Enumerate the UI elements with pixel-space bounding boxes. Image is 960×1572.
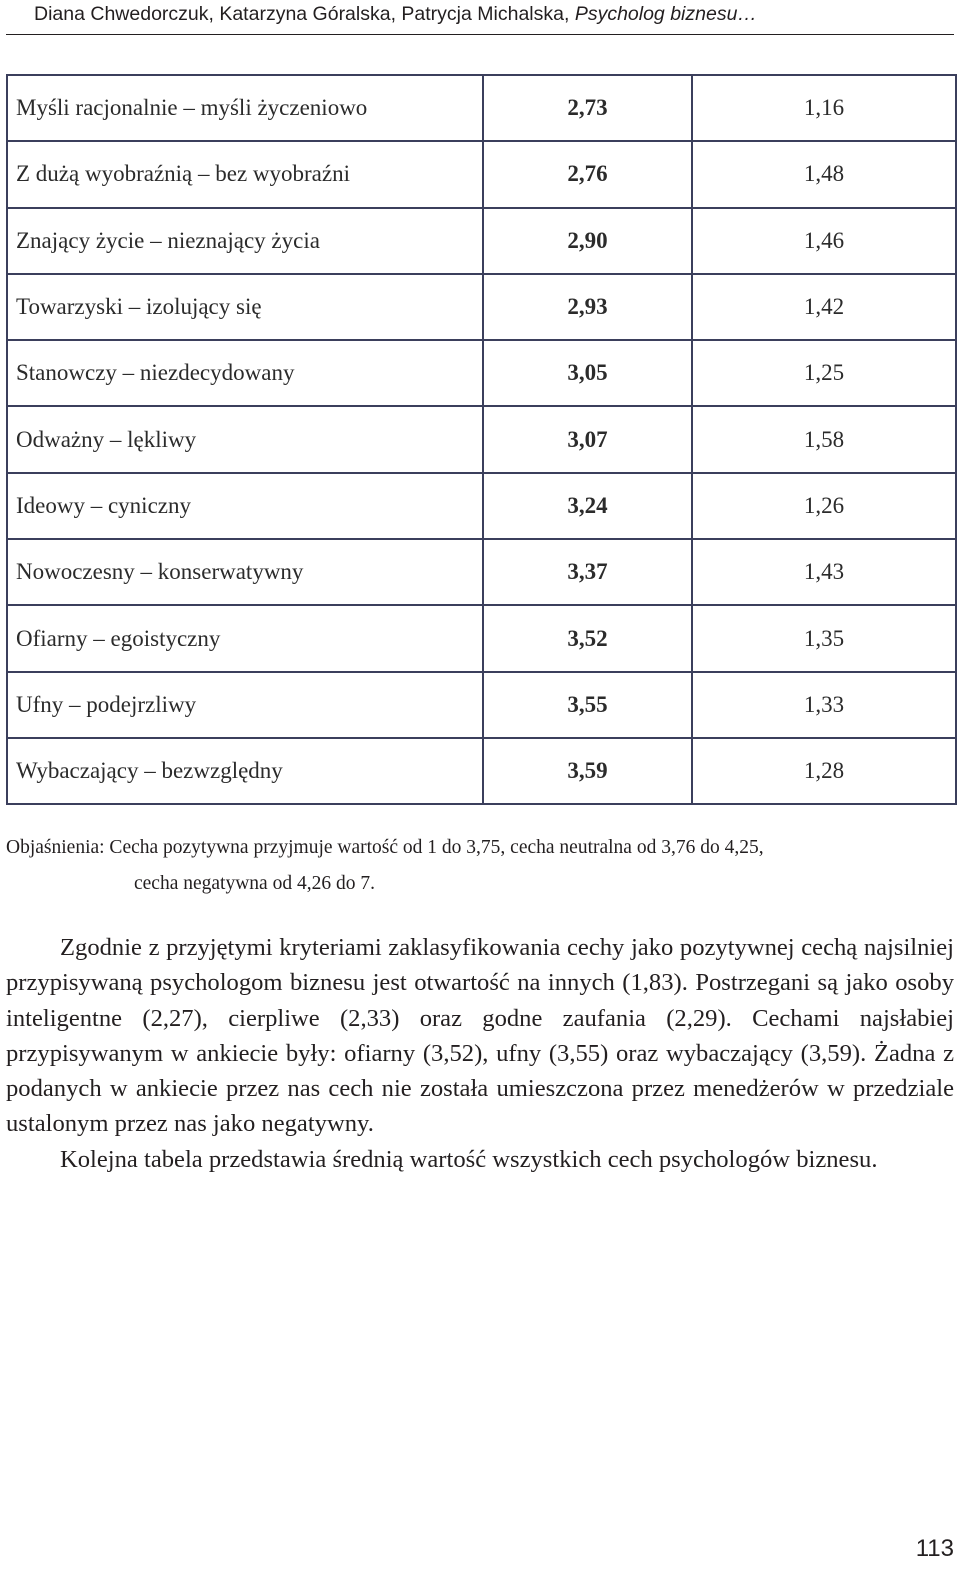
note-line: cecha negatywna od 4,26 do 7. — [134, 873, 375, 894]
trait-cell: Stanowczy – niezdecydowany — [7, 340, 483, 406]
trait-cell: Towarzyski – izolujący się — [7, 274, 483, 340]
table-row — [7, 473, 956, 539]
table-note — [6, 830, 958, 902]
mean-cell: 3,24 — [483, 473, 692, 539]
sd-cell: 1,33 — [692, 672, 956, 738]
sd-cell: 1,26 — [692, 473, 956, 539]
table-row — [7, 75, 956, 141]
paragraph: Zgodnie z przyjętymi kryteriami zaklasyfikowania cechy jako pozytywnej cechą najsilniej przypisywaną psychologom biznesu jest otwartość na innych (1,83). Postrzegani są jako osoby inteligentne (2,27), cierpliwe (2,33) oraz godne zaufania (2,29). Cechami najsłabiej przypisywanym w ankiecie były: ofiarny (3,52), ufny (3,55) oraz wybaczający (3,59). Żadna z podanych w ankiecie przez nas cech nie została umieszczona przez menedżerów w przedziale ustalonym przez nas jako negatywny. — [6, 934, 954, 1138]
sd-cell: 1,42 — [692, 274, 956, 340]
table-row — [7, 406, 956, 472]
mean-cell: 2,90 — [483, 208, 692, 274]
mean-cell: 2,93 — [483, 274, 692, 340]
sd-cell: 1,16 — [692, 75, 956, 141]
body-text — [6, 930, 954, 1177]
table-row — [7, 141, 956, 207]
trait-cell: Ofiarny – egoistyczny — [7, 605, 483, 671]
header-rule — [6, 34, 954, 35]
trait-cell: Ufny – podejrzliwy — [7, 672, 483, 738]
mean-cell: 3,05 — [483, 340, 692, 406]
header-authors: Diana Chwedorczuk, Katarzyna Góralska, Patrycja Michalska, — [34, 3, 575, 25]
sd-cell: 1,46 — [692, 208, 956, 274]
table-row — [7, 738, 956, 804]
sd-cell: 1,28 — [692, 738, 956, 804]
table-row — [7, 340, 956, 406]
sd-cell: 1,25 — [692, 340, 956, 406]
trait-cell: Odważny – lękliwy — [7, 406, 483, 472]
running-header — [34, 3, 757, 26]
header-book-title: Psycholog biznesu… — [574, 3, 757, 25]
trait-cell: Znający życie – nieznający życia — [7, 208, 483, 274]
table-row — [7, 605, 956, 671]
traits-table — [6, 74, 957, 805]
table-row — [7, 539, 956, 605]
mean-cell: 3,37 — [483, 539, 692, 605]
mean-cell: 2,73 — [483, 75, 692, 141]
sd-cell: 1,35 — [692, 605, 956, 671]
paragraph: Kolejna tabela przedstawia średnią wartość wszystkich cech psychologów biznesu. — [60, 1145, 878, 1173]
mean-cell: 3,55 — [483, 672, 692, 738]
sd-cell: 1,48 — [692, 141, 956, 207]
trait-cell: Z dużą wyobraźnią – bez wyobraźni — [7, 141, 483, 207]
trait-cell: Myśli racjonalnie – myśli życzeniowo — [7, 75, 483, 141]
table-row — [7, 208, 956, 274]
note-line: Objaśnienia: Cecha pozytywna przyjmuje wartość od 1 do 3,75, cecha neutralna od 3,76 do 4,25, — [6, 837, 764, 858]
sd-cell: 1,58 — [692, 406, 956, 472]
table-row — [7, 672, 956, 738]
page-number: 113 — [915, 1535, 954, 1562]
mean-cell: 2,76 — [483, 141, 692, 207]
mean-cell: 3,07 — [483, 406, 692, 472]
trait-cell: Ideowy – cyniczny — [7, 473, 483, 539]
trait-cell: Wybaczający – bezwzględny — [7, 738, 483, 804]
mean-cell: 3,59 — [483, 738, 692, 804]
table-row — [7, 274, 956, 340]
trait-cell: Nowoczesny – konserwatywny — [7, 539, 483, 605]
mean-cell: 3,52 — [483, 605, 692, 671]
sd-cell: 1,43 — [692, 539, 956, 605]
